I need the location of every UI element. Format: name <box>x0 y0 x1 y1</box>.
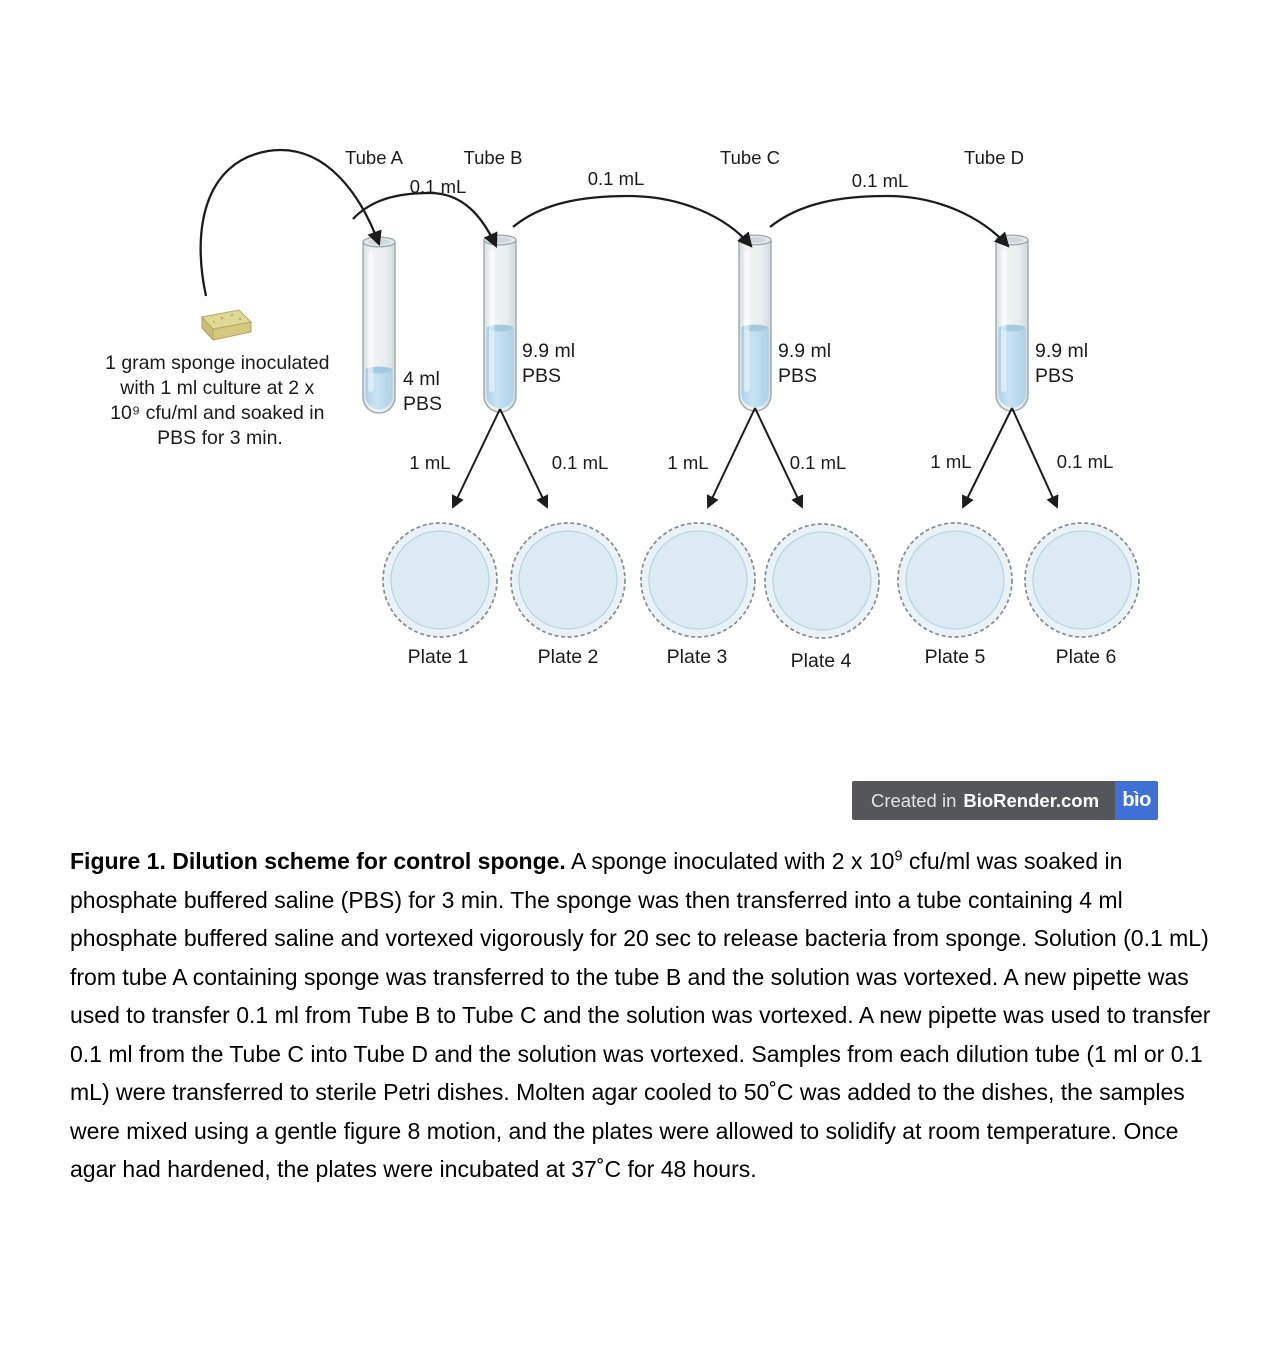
sponge-icon <box>202 310 251 340</box>
plating-volume-d-left: 1 mL <box>930 451 972 472</box>
plating-volume-c-right: 0.1 mL <box>789 452 847 473</box>
tube-c-label: Tube C <box>720 147 780 168</box>
transfer-volume-a-b: 0.1 mL <box>409 176 467 197</box>
plate-1-label: Plate 1 <box>407 646 469 668</box>
plate-5 <box>898 523 1012 637</box>
tube-a-label: Tube A <box>345 147 403 168</box>
transfer-volume-c-d: 0.1 mL <box>851 170 909 191</box>
plate-6-label: Plate 6 <box>1055 646 1117 668</box>
biorender-badge <box>852 781 1158 820</box>
figure-caption-body-2: cfu/ml was soaked in phosphate buffered saline (PBS) for 3 min. The sponge was then transferred into a tube containing 4 ml phosphate buffered saline and vortexed vigorously for 20 sec to release bacteria from sponge. Solution (0.1 mL) from tube A containing sponge was transferred to the tube B and the solution was vortexed. A new pipette was used to transfer 0.1 ml from Tube B to Tube C and the solution was vortexed. A new pipette was used to transfer 0.1 ml from the Tube C into Tube D and the solution was vortexed. Samples from each dilution tube (1 ml or 0.1 mL) were transferred to sterile Petri dishes. Molten agar cooled to 50˚C was added to the dishes, the samples were mixed using a gentle figure 8 motion, and the plates were allowed to solidify at room temperature. Once agar had hardened, the plates were incubated at 37˚C for 48 hours. <box>70 848 1211 1182</box>
tube-b-label: Tube B <box>463 147 523 168</box>
transfer-arrow-b-to-c <box>513 196 751 246</box>
tube-b <box>484 235 516 412</box>
badge-prefix-text: Created in <box>871 789 957 811</box>
tube-a-contents-label: 4 ml PBS <box>403 368 443 415</box>
arrow-d-to-plate6 <box>1012 408 1057 507</box>
badge-brand-text: BioRender.com <box>963 789 1100 811</box>
biorender-logo-icon: bìo <box>1115 781 1158 820</box>
biorender-badge-text <box>852 781 1115 820</box>
figure-caption-superscript: 9 <box>894 848 903 865</box>
plating-volume-d-right: 0.1 mL <box>1056 451 1114 472</box>
petri-plates <box>383 523 1139 638</box>
figure-caption-title: Figure 1. Dilution scheme for control sponge. <box>70 848 566 874</box>
tube-d-label: Tube D <box>964 147 1024 168</box>
tube-a <box>363 237 395 413</box>
tube-d-contents-label: 9.9 ml PBS <box>1035 340 1089 387</box>
arrow-c-to-plate3 <box>708 408 755 507</box>
figure-caption <box>70 842 1220 1189</box>
plating-volume-c-left: 1 mL <box>667 452 709 473</box>
transfer-arrow-sponge-to-a <box>201 150 379 296</box>
plate-3-label: Plate 3 <box>666 646 728 668</box>
plate-4 <box>765 524 879 638</box>
plate-6 <box>1025 523 1139 637</box>
figure-caption-body-1: A sponge inoculated with 2 x 10 <box>565 848 895 874</box>
tube-d <box>996 235 1028 411</box>
plate-4-label: Plate 4 <box>790 650 852 672</box>
transfer-arrow-c-to-d <box>770 196 1008 246</box>
plating-volume-b-right: 0.1 mL <box>551 452 609 473</box>
tube-c <box>739 235 771 411</box>
plate-1 <box>383 523 497 637</box>
arrow-b-to-plate1 <box>453 409 500 507</box>
plating-volume-b-left: 1 mL <box>409 452 451 473</box>
tube-c-contents-label: 9.9 ml PBS <box>778 340 832 387</box>
plate-5-label: Plate 5 <box>924 646 986 668</box>
sponge-note: 1 gram sponge inoculated with 1 ml culture at 2 x 10⁹ cfu/ml and soaked in PBS for 3 min. <box>105 352 330 449</box>
plate-3 <box>641 523 755 637</box>
plate-2 <box>511 523 625 637</box>
arrow-b-to-plate2 <box>500 409 547 507</box>
plate-2-label: Plate 2 <box>537 646 599 668</box>
transfer-volume-b-c: 0.1 mL <box>587 168 645 189</box>
tube-b-contents-label: 9.9 ml PBS <box>522 340 576 387</box>
